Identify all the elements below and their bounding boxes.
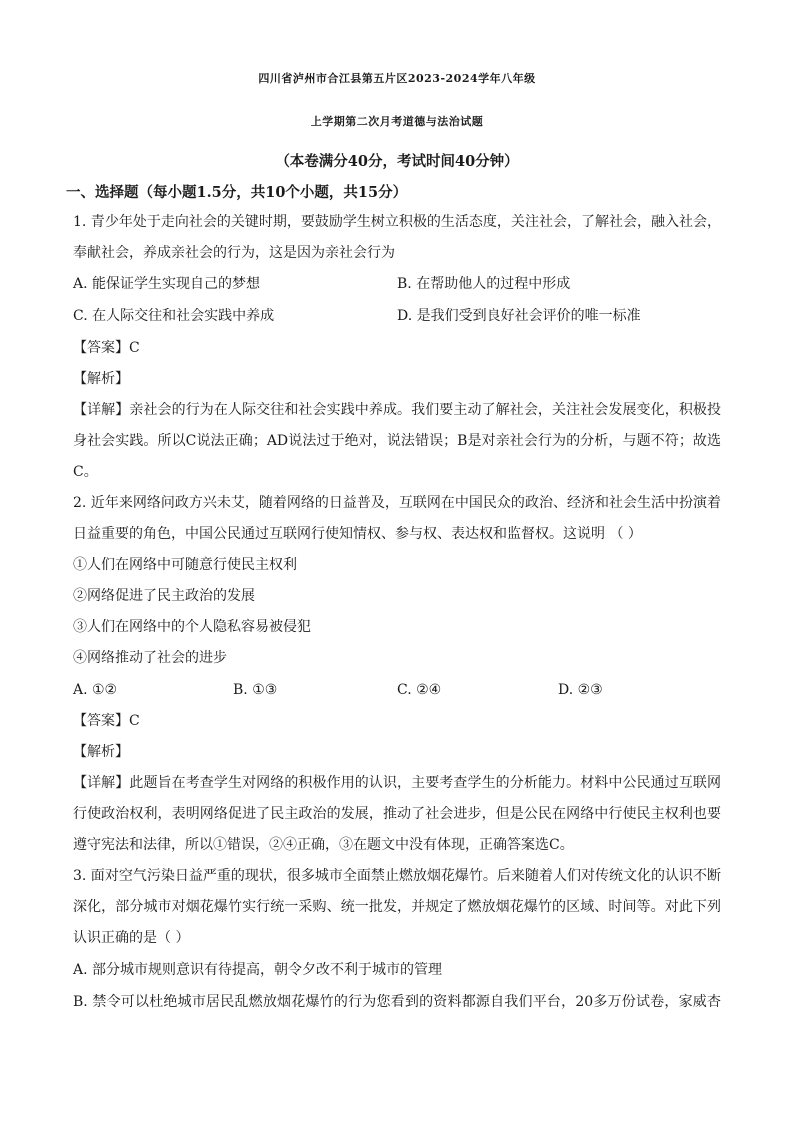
q2-detail-line-3: 遵守宪法和法律，所以①错误，②④正确，③在题文中没有体现，正确答案选C。 [73,837,574,853]
q3-option-a: A. 部分城市规则意识有待提高，朝令夕改不利于城市的管理 [73,962,443,978]
q2-stem-line-2: 日益重要的角色，中国公民通过互联网行使知情权、参与权、表达权和监督权。这说明 （ ） [73,526,642,542]
q3-stem-line-2: 深化，部分城市对烟花爆竹实行统一采购、统一批发，并规定了燃放烟花爆竹的区域、时间等。对此下列 [73,899,721,915]
q1-option-a: A. 能保证学生实现自己的梦想 [73,276,261,292]
q3-stem-line-1: 3. 面对空气污染日益严重的现状，很多城市全面禁止燃放烟花爆竹。后来随着人们对传统文化的认识不断 [73,868,721,884]
q2-item-3: ③人们在网络中的个人隐私容易被侵犯 [73,619,311,635]
q1-stem-line-1: 1. 青少年处于走向社会的关键时期，要鼓励学生树立积极的生活态度，关注社会，了解社会，融入社会， [73,214,721,230]
q1-stem-line-2: 奉献社会，养成亲社会的行为，这是因为亲社会行为 [73,245,395,261]
q2-item-1: ①人们在网络中可随意行使民主权利 [73,557,297,573]
q1-detail-line-1: 【详解】亲社会的行为在人际交往和社会实践中养成。我们要主动了解社会，关注社会发展变化，积极投 [73,402,721,418]
q2-stem-line-1: 2. 近年来网络问政方兴未艾，随着网络的日益普及，互联网在中国民众的政治、经济和社会生活中扮演着 [73,495,721,511]
q2-option-b: B. ①③ [233,682,278,698]
q2-option-a: A. ①② [73,682,118,698]
q1-answer: 【答案】C [73,340,140,356]
q1-option-b: B. 在帮助他人的过程中形成 [397,276,571,292]
q1-option-d: D. 是我们受到良好社会评价的唯一标准 [397,308,641,324]
q2-detail-line-2: 行使政治权利，表明网络促进了民主政治的发展，推动了社会进步，但是公民在网络中行使民主权利也要 [73,806,721,822]
q1-detail-line-2: 身社会实践。所以C说法正确；AD说法过于绝对，说法错误；B是对亲社会行为的分析，与题不符；故选 [73,433,721,449]
title-line-1: 四川省泸州市合江县第五片区2023-2024学年八年级 [258,72,536,85]
q2-analysis-label: 【解析】 [73,744,129,760]
q2-answer: 【答案】C [73,713,140,729]
section-heading: 一、选择题（每小题1.5分，共10个小题，共15分） [66,184,408,201]
q2-item-4: ④网络推动了社会的进步 [73,650,227,666]
q1-detail-line-3: C。 [73,464,98,480]
q3-option-b: B. 禁令可以杜绝城市居民乱燃放烟花爆竹的行为您看到的资料都源自我们平台，20多万份试卷，家威杏 [73,994,721,1010]
exam-info-subtitle: （本卷满分40分，考试时间40分钟） [275,153,519,170]
title-line-2: 上学期第二次月考道德与法治试题 [310,115,484,128]
q3-stem-line-3: 认识正确的是（ ） [73,930,190,946]
q2-detail-line-1: 【详解】此题旨在考查学生对网络的积极作用的认识，主要考查学生的分析能力。材料中公民通过互联网 [73,775,721,791]
q2-option-d: D. ②③ [558,682,603,698]
q1-option-c: C. 在人际交往和社会实践中养成 [73,308,275,324]
q1-analysis-label: 【解析】 [73,371,129,387]
q2-option-c: C. ②④ [397,682,442,698]
q2-item-2: ②网络促进了民主政治的发展 [73,588,255,604]
